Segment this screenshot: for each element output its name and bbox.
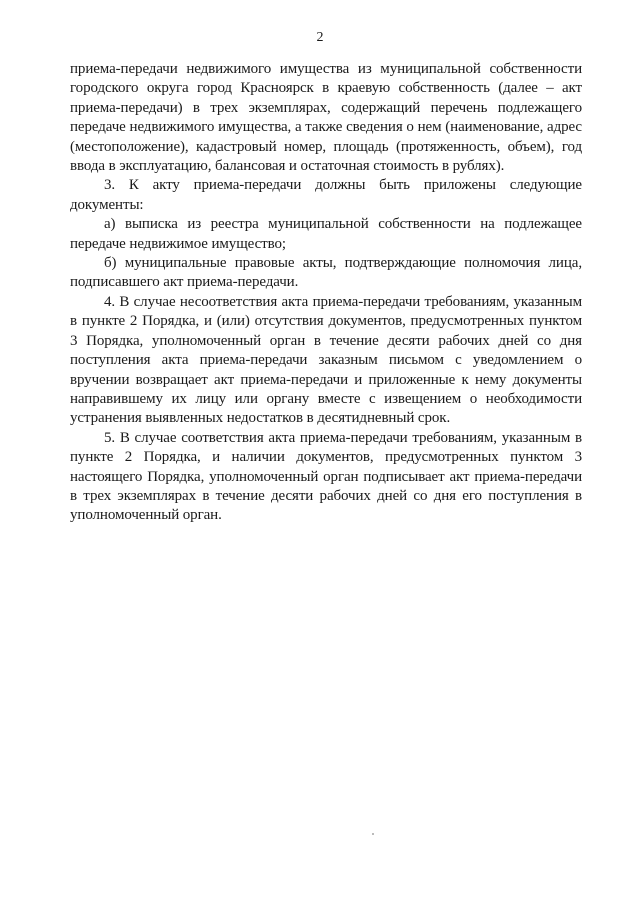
paragraph-item-4: 4. В случае несоответствия акта приема-передачи требованиям, указанным в пункте 2 Порядка, и (или) отсутствия документов, предусмотренных пунктом 3 Порядка, уполномоченный орган в течение десяти рабочих дней со дня поступления акта приема-передачи заказным письмом с уведомлением о вручении возвращает акт приема-передачи и приложенные к нему документы направившему их лицу или органу вместе с извещением о необходимости устранения выявленных недостатков в десятидневный срок. xyxy=(70,293,582,427)
document-body xyxy=(70,60,582,526)
paragraph-item-5: 5. В случае соответствия акта приема-передачи требованиям, указанным в пункте 2 Порядка, и наличии документов, предусмотренных пунктом 3 настоящего Порядка, уполномоченный орган подписывает акт приема-передачи в трех экземплярах в течение десяти рабочих дней со дня его поступления в уполномоченный орган. xyxy=(70,429,582,524)
scan-speck xyxy=(372,833,374,835)
paragraph-item-3: 3. К акту приема-передачи должны быть приложены следующие документы: xyxy=(70,177,582,213)
page-number: 2 xyxy=(316,30,324,45)
paragraph-subitem-a: а) выписка из реестра муниципальной собственности на подлежащее передаче недвижимое имущество; xyxy=(70,216,582,252)
paragraph-subitem-b: б) муниципальные правовые акты, подтверждающие полномочия лица, подписавшего акт приема-передачи. xyxy=(70,255,582,291)
paragraph-continuation: приема-передачи недвижимого имущества из муниципальной собственности городского округа город Красноярск в краевую собственность (далее – акт приема-передачи) в трех экземплярах, содержащий перечень подлежащего передаче недвижимого имущества, а также сведения о нем (наименование, адрес (местоположение), кадастровый номер, площадь (протяженность, объем), год ввода в эксплуатацию, балансовая и остаточная стоимость в рублях). xyxy=(70,61,582,175)
